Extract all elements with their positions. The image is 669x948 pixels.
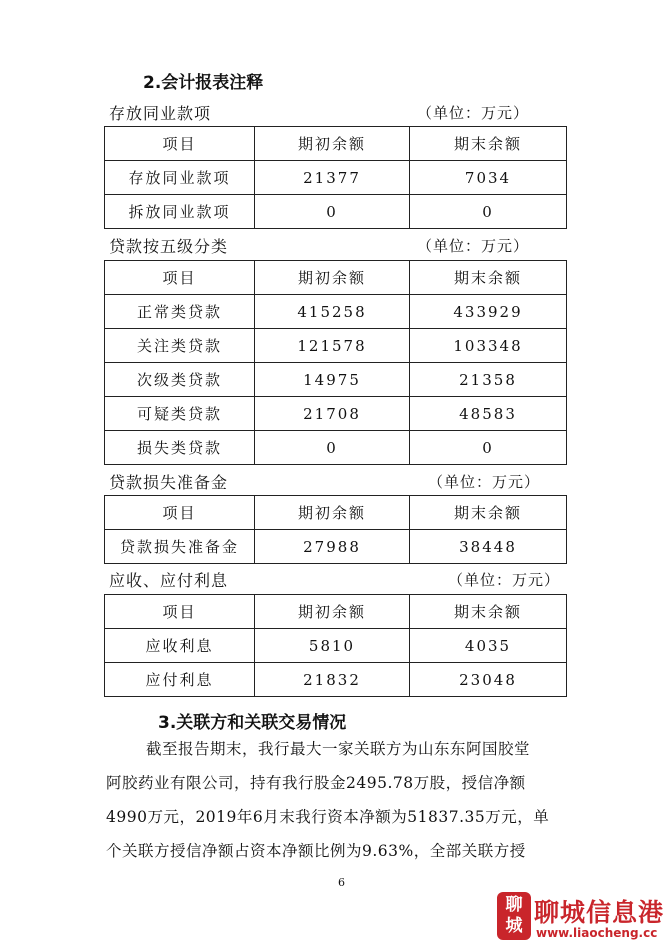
page-number: 6 bbox=[338, 876, 345, 889]
table-header-row bbox=[105, 496, 567, 530]
table3-caption: 贷款损失准备金 bbox=[109, 473, 229, 492]
row-begin: 14975 bbox=[255, 363, 410, 397]
row-end: 48583 bbox=[410, 397, 567, 431]
header-item: 项目 bbox=[105, 261, 255, 295]
row-begin: 21832 bbox=[255, 663, 410, 697]
section-3-title: 3.关联方和关联交易情况 bbox=[158, 713, 347, 733]
header-end-balance: 期末余额 bbox=[410, 496, 567, 530]
interbank-deposits-table bbox=[104, 126, 567, 229]
header-end-balance: 期末余额 bbox=[410, 595, 567, 629]
table-row bbox=[105, 530, 567, 564]
table-row bbox=[105, 397, 567, 431]
table4-caption: 应收、应付利息 bbox=[109, 571, 229, 590]
paragraph-line-3: 4990万元，2019年6月末我行资本净额为51837.35万元，单 bbox=[106, 808, 550, 826]
row-begin: 21708 bbox=[255, 397, 410, 431]
row-item: 正常类贷款 bbox=[105, 295, 255, 329]
table-row bbox=[105, 295, 567, 329]
header-end-balance: 期末余额 bbox=[410, 261, 567, 295]
table-row bbox=[105, 329, 567, 363]
table2-unit: （单位：万元） bbox=[417, 237, 530, 255]
row-item: 拆放同业款项 bbox=[105, 195, 255, 229]
row-begin: 0 bbox=[255, 431, 410, 465]
header-end-balance: 期末余额 bbox=[410, 127, 567, 161]
logo-badge-bottom-char: 城 bbox=[505, 916, 523, 936]
table1-unit: （单位：万元） bbox=[417, 104, 530, 122]
row-end: 7034 bbox=[410, 161, 567, 195]
row-item: 存放同业款项 bbox=[105, 161, 255, 195]
row-begin: 0 bbox=[255, 195, 410, 229]
site-logo-url: www.liaocheng.cc bbox=[536, 926, 658, 940]
table2-caption: 贷款按五级分类 bbox=[109, 237, 229, 256]
table3-unit: （单位：万元） bbox=[428, 473, 541, 491]
header-begin-balance: 期初余额 bbox=[255, 261, 410, 295]
paragraph-line-2: 阿胶药业有限公司，持有我行股金2495.78万股，授信净额 bbox=[106, 774, 526, 792]
table-row bbox=[105, 431, 567, 465]
row-begin: 5810 bbox=[255, 629, 410, 663]
row-end: 103348 bbox=[410, 329, 567, 363]
loan-loss-reserve-table bbox=[104, 495, 567, 564]
row-begin: 415258 bbox=[255, 295, 410, 329]
header-begin-balance: 期初余额 bbox=[255, 595, 410, 629]
table-row bbox=[105, 629, 567, 663]
section-2-title: 2.会计报表注释 bbox=[143, 73, 264, 93]
site-logo-badge bbox=[497, 892, 531, 940]
paragraph-line-4: 个关联方授信净额占资本净额比例为9.63%，全部关联方授 bbox=[106, 842, 526, 860]
header-item: 项目 bbox=[105, 595, 255, 629]
header-begin-balance: 期初余额 bbox=[255, 496, 410, 530]
table-row bbox=[105, 161, 567, 195]
row-end: 433929 bbox=[410, 295, 567, 329]
row-begin: 27988 bbox=[255, 530, 410, 564]
row-end: 0 bbox=[410, 431, 567, 465]
row-end: 0 bbox=[410, 195, 567, 229]
row-item: 次级类贷款 bbox=[105, 363, 255, 397]
row-item: 贷款损失准备金 bbox=[105, 530, 255, 564]
table4-unit: （单位：万元） bbox=[448, 571, 561, 589]
interest-receivable-payable-table bbox=[104, 594, 567, 697]
table-row bbox=[105, 195, 567, 229]
logo-badge-top-char: 聊 bbox=[505, 895, 523, 915]
table-row bbox=[105, 663, 567, 697]
row-item: 可疑类贷款 bbox=[105, 397, 255, 431]
row-begin: 21377 bbox=[255, 161, 410, 195]
header-begin-balance: 期初余额 bbox=[255, 127, 410, 161]
table1-caption: 存放同业款项 bbox=[109, 104, 212, 123]
row-item: 损失类贷款 bbox=[105, 431, 255, 465]
table-header-row bbox=[105, 261, 567, 295]
row-end: 4035 bbox=[410, 629, 567, 663]
row-end: 21358 bbox=[410, 363, 567, 397]
row-item: 关注类贷款 bbox=[105, 329, 255, 363]
header-item: 项目 bbox=[105, 496, 255, 530]
row-end: 23048 bbox=[410, 663, 567, 697]
row-begin: 121578 bbox=[255, 329, 410, 363]
row-end: 38448 bbox=[410, 530, 567, 564]
header-item: 项目 bbox=[105, 127, 255, 161]
table-header-row bbox=[105, 127, 567, 161]
loan-classification-table bbox=[104, 260, 567, 465]
site-logo-name: 聊城信息港 bbox=[534, 898, 665, 927]
table-row bbox=[105, 363, 567, 397]
paragraph-line-1: 截至报告期末，我行最大一家关联方为山东东阿国胶堂 bbox=[146, 740, 531, 758]
row-item: 应收利息 bbox=[105, 629, 255, 663]
table-header-row bbox=[105, 595, 567, 629]
row-item: 应付利息 bbox=[105, 663, 255, 697]
